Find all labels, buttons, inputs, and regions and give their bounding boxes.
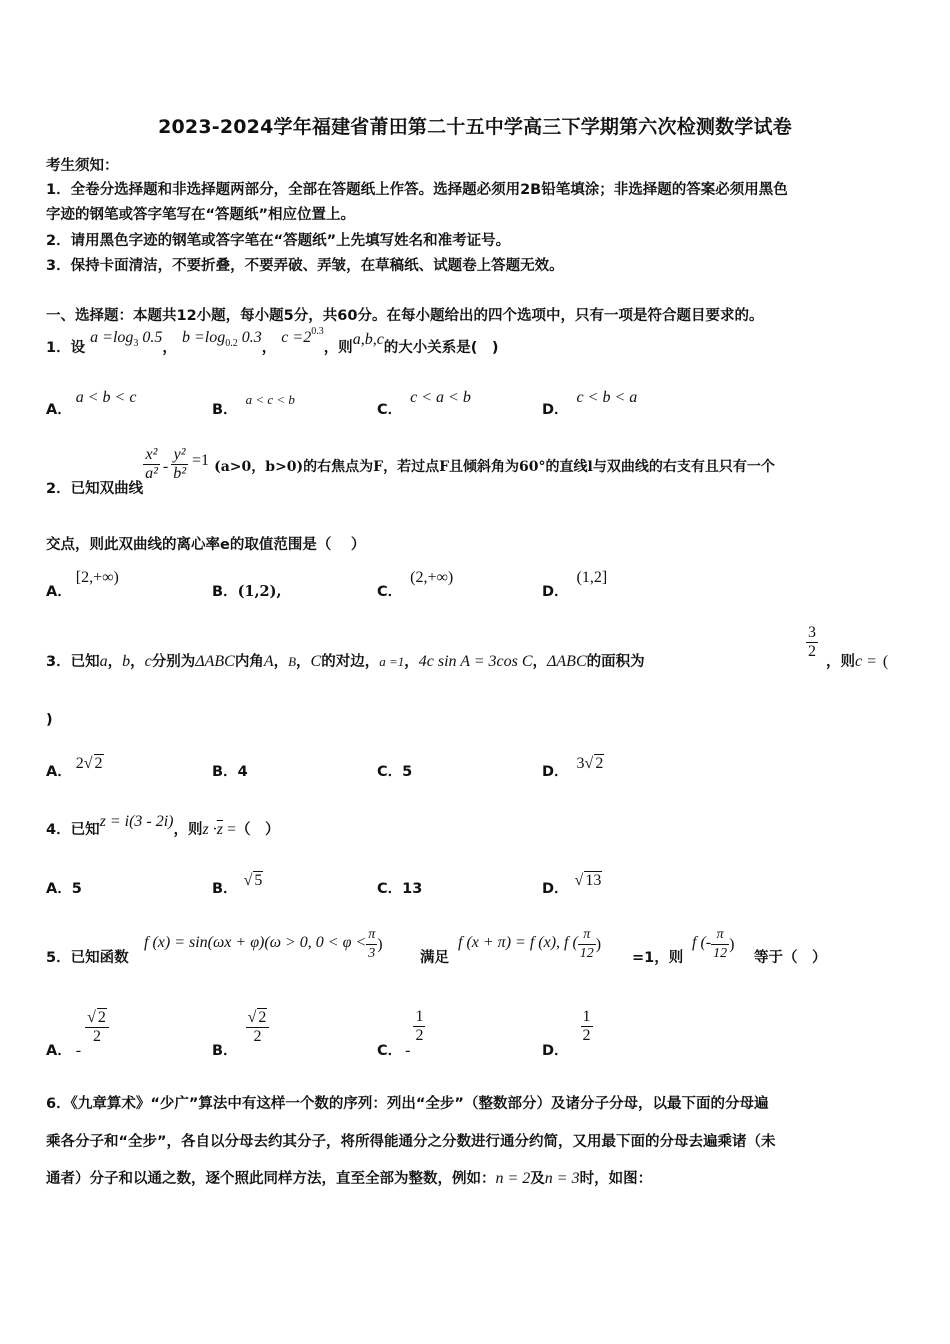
q1-vars: a,b,c bbox=[352, 331, 384, 348]
q6-line-3: 通者）分子和以通之数，逐个照此同样方法，直至全部为整数，例如：n = 2及n = 3时，如图： bbox=[46, 1170, 653, 1187]
q5-option-c[interactable]: C． - $\frac{1}{2}$ bbox=[377, 1008, 424, 1059]
question-4: 4．已知z = i(3 - 2i)，则$z \cdot\overline{z}$ =（ ） bbox=[46, 813, 280, 838]
q5-option-d[interactable]: D． $\frac{1}{2}$ bbox=[542, 1008, 591, 1059]
q3-option-a[interactable]: A． 2√ 2 bbox=[46, 755, 103, 780]
q4-number: 4．已知 bbox=[46, 822, 100, 838]
q1-a-def: $a =\log_3$ 0.5 bbox=[90, 329, 163, 349]
q4-option-a[interactable]: A．5 bbox=[46, 881, 82, 897]
q2-text-2: 交点，则此双曲线的离心率e的取值范围是（ ） bbox=[46, 537, 366, 553]
q1-option-c[interactable]: C．c < a < b bbox=[377, 389, 471, 418]
q2-frac-y: $\frac{\text{y²}}{\text{b²}}$ bbox=[173, 446, 187, 482]
q4-expr: z = i(3 - 2i) bbox=[99, 813, 174, 830]
q1-number: 1．设 bbox=[46, 340, 86, 356]
q6-line-2: 乘各分子和“全步”，各自以分母去约其分子，将所得能通分之分数进行通分约简，又用最下面的分母去遍乘诸（未 bbox=[46, 1134, 776, 1150]
notice-line-3: 3．保持卡面清洁，不要折叠，不要弄破、弄皱，在草稿纸、试题卷上答题无效。 bbox=[46, 258, 564, 274]
notice-line-1b: 字迹的钢笔或答字笔写在“答题纸”相应位置上。 bbox=[46, 207, 356, 223]
q3-ask: ，则c = ( bbox=[826, 653, 889, 670]
q5-option-a[interactable]: A． - $\frac{√ 2}{2}$ bbox=[46, 1008, 109, 1046]
q5-satisfy: 满足 bbox=[420, 950, 449, 966]
question-1: 1．设 $a =\log_3$ 0.5， $b =\log_{0.2}$ 0.3， $c =2^{0.3}$，则a,b,c的大小关系是( ) bbox=[46, 326, 499, 356]
q1-option-d[interactable]: D．c < b < a bbox=[542, 389, 638, 418]
q4-option-b[interactable]: B． √ 5 bbox=[212, 872, 263, 897]
question-5-label: 5．已知函数 bbox=[46, 950, 129, 966]
q1-b-def: $b =\log_{0.2}$ 0.3 bbox=[181, 329, 262, 349]
q2-frac-x: $\frac{\text{x²}}{\text{a²}}$ bbox=[145, 446, 158, 482]
q2-option-a[interactable]: A．[2,+∞) bbox=[46, 569, 119, 600]
q3-paren-close: ) bbox=[46, 712, 53, 728]
page-title: 2023-2024学年福建省莆田第二十五中学高三下学期第六次检测数学试卷 bbox=[158, 116, 792, 138]
q1-option-a[interactable]: A．a < b < c bbox=[46, 389, 137, 418]
notice-line-1a: 1．全卷分选择题和非选择题两部分，全部在答题纸上作答。选择题必须用2B铅笔填涂；非选择题的答案必须用黑色 bbox=[46, 182, 788, 198]
q3-option-d[interactable]: D． 3√ 2 bbox=[542, 755, 604, 780]
q3-area-fraction: $\frac{3}{2}$ bbox=[808, 624, 816, 660]
q4-option-d[interactable]: D． √ 13 bbox=[542, 872, 602, 897]
q3-number: 3．已知 bbox=[46, 654, 100, 670]
q4-option-c[interactable]: C．13 bbox=[377, 881, 423, 897]
notice-line-2: 2．请用黑色字迹的钢笔或答字笔在“答题纸”上先填写姓名和准考证号。 bbox=[46, 233, 511, 249]
q2-text-1: (a>0，b>0)的右焦点为F，若过点F且倾斜角为60°的直线l与双曲线的右支有且只有一个 bbox=[214, 458, 775, 475]
q5-target: f (- $\frac{\pi}{12}$ ) bbox=[692, 927, 735, 961]
q3-option-c[interactable]: C．5 bbox=[377, 764, 413, 780]
q1-option-b[interactable]: B．a < c < b bbox=[212, 392, 295, 418]
q1-c-def: $c =2^{0.3}$ bbox=[281, 326, 324, 346]
q5-function: f (x) = sin(ωx + φ)(ω > 0, 0 < φ < $\frac{\pi}{3}$ ) bbox=[144, 927, 383, 961]
q5-tail: 等于（ ） bbox=[754, 950, 827, 966]
q5-condition: f (x + π) = f (x), f ( $\frac{\pi}{12}$ ) bbox=[458, 927, 602, 961]
notice-heading: 考生须知： bbox=[46, 158, 119, 174]
q2-option-b[interactable]: B．(1,2), bbox=[212, 583, 282, 600]
q2-option-d[interactable]: D．(1,2] bbox=[542, 569, 608, 600]
q5-option-b[interactable]: B． $\frac{√ 2}{2}$ bbox=[212, 1008, 269, 1046]
q2-option-c[interactable]: C．(2,+∞) bbox=[377, 569, 454, 600]
q6-line-1: 6．《九章算术》“少广”算法中有这样一个数的序列：列出“全步”（整数部分）及诸分子分母，以最下面的分母遍 bbox=[46, 1096, 769, 1112]
section-heading: 一、选择题：本题共12小题，每小题5分，共60分。在每小题给出的四个选项中，只有一项是符合题目要求的。 bbox=[46, 308, 764, 324]
question-2: 2．已知双曲线 $\frac{\text{x²}}{\text{a²}}$ - $\frac{\text{y²}}{\text{b²}}$ =1 (a>0，b>0)的右焦点为F，若过点F且倾斜角为60°的直线l与双曲线的右支有且只有一个 bbox=[46, 446, 775, 497]
q2-number: 2．已知双曲线 bbox=[46, 480, 144, 497]
question-3: 3．已知a，b，c分别为ΔABC内角A，B，C的对边，a =1，4c sin A = 3cos C，ΔABC的面积为 bbox=[46, 653, 645, 670]
q5-then: =1，则 bbox=[632, 950, 684, 966]
q3-option-b[interactable]: B．4 bbox=[212, 764, 248, 780]
